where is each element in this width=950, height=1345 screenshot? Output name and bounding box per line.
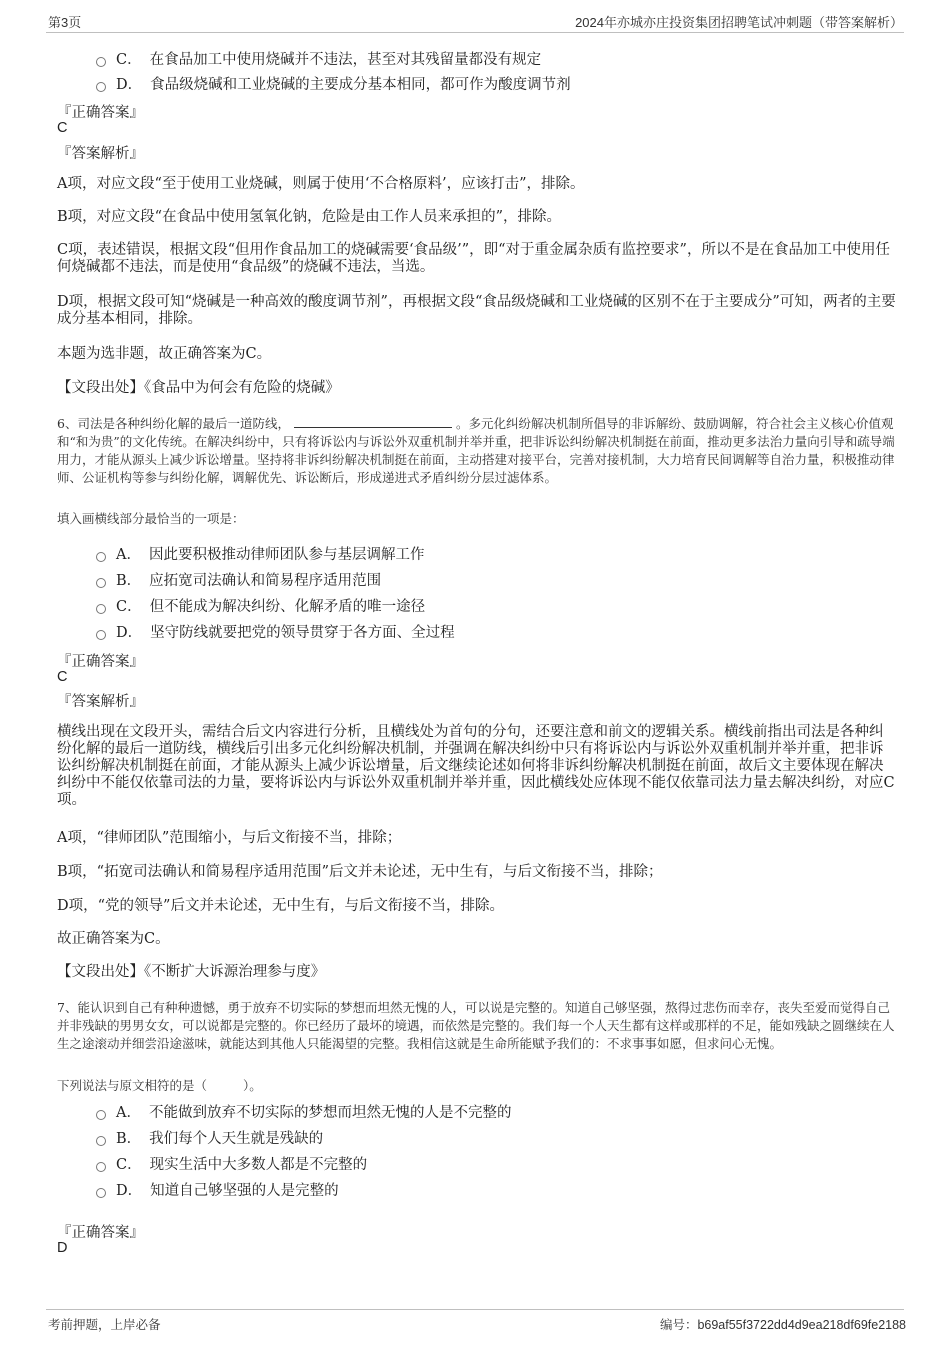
q6-analysis-d: D项，“党的领导”后文并未论述，无中生有，与后文衔接不当，排除。 (57, 898, 504, 914)
q6-analysis-main: 横线出现在文段开头，需结合后文内容进行分析，且横线处为首句的分句，还要注意和前文的逻辑关系。横线前指出司法是各种纠纷化解的最后一道防线，横线后引出多元化纠纷解决机制，并强调在解决纠纷中只有将诉讼内与诉讼外双重机制并举并重，把非诉讼纠纷解决机制挺在前面，才能从源头上减少诉讼增量，后文继续论述如何将非诉纠纷解决机制挺在前面，故后文主要体现在解决纠纷中不能仅依靠司法的力量，要将诉讼内与诉讼外双重机制并举并重，因此横线处应体现不能仅依靠司法力量去解决纠纷，对应C项。 (57, 724, 895, 808)
q6-source: 【文段出处】《不断扩大诉源治理参与度》 (57, 964, 326, 980)
radio-circle-icon[interactable] (96, 1110, 106, 1120)
q7-answer: D (57, 1240, 68, 1256)
q7-option-d[interactable]: D． 知道自己够坚强的人是完整的 (96, 1179, 339, 1200)
footer-slogan: 考前押题，上岸必备 (48, 1318, 161, 1332)
radio-circle-icon[interactable] (96, 630, 106, 640)
q7-option-c[interactable]: C． 现实生活中大多数人都是不完整的 (96, 1153, 367, 1174)
q6-prompt: 填入画横线部分最恰当的一项是： (57, 511, 245, 526)
radio-circle-icon[interactable] (96, 552, 106, 562)
footer-doc-id: 编号：b69af55f3722dd4d9ea218df69fe2188 (659, 1318, 906, 1332)
q5-option-d[interactable]: D． 食品级烧碱和工业烧碱的主要成分基本相同，都可作为酸度调节剂 (96, 73, 571, 94)
q5-answer-label: 『正确答案』 (57, 105, 144, 121)
q5-analysis-c: C项，表述错误，根据文段“但用作食品加工的烧碱需要‘食品级’”，即“对于重金属杂质有监控要求”，所以不是在食品加工中使用任何烧碱都不违法，而是使用“食品级”的烧碱不违法，当选。 (57, 242, 890, 275)
radio-circle-icon[interactable] (96, 604, 106, 614)
q7-option-b[interactable]: B． 我们每个人天生就是残缺的 (96, 1127, 323, 1148)
q7-option-a[interactable]: A． 不能做到放弃不切实际的梦想而坦然无愧的人是不完整的 (96, 1101, 511, 1122)
document-title: 2024年亦城亦庄投资集团招聘笔试冲刺题（带答案解析） (575, 15, 903, 30)
q6-question-text: 6、司法是各种纠纷化解的最后一道防线， 。多元化纠纷解决机制所倡导的非诉解纷、鼓励调解，符合社会主义核心价值观和“和为贵”的文化传统。在解决纠纷中，只有将诉讼内与诉讼外双重机制并举并重，把非诉讼纠纷解决机制挺在前面，推动更多法治力量向引导和疏导端用力，才能从源头上减少诉讼增量。坚持将非诉纠纷解决机制挺在前面，主动搭建对接平台，完善对接机制，大力培育民间调解等自治力量，积极推动律师、公证机构等参与纠纷化解，调解优先、诉讼断后，形成递进式矛盾纠纷分层过滤体系。 (57, 416, 895, 485)
q5-analysis-a: A项，对应文段“至于使用工业烧碱，则属于使用‘不合格原料’，应该打击”，排除。 (57, 176, 585, 192)
q6-option-c[interactable]: C． 但不能成为解决纠纷、化解矛盾的唯一途径 (96, 595, 425, 616)
q6-analysis-a: A项，“律师团队”范围缩小，与后文衔接不当，排除； (57, 830, 402, 846)
fill-blank (294, 415, 452, 428)
q6-analysis-label: 『答案解析』 (57, 694, 144, 710)
q6-answer-label: 『正确答案』 (57, 654, 144, 670)
radio-circle-icon[interactable] (96, 1162, 106, 1172)
q5-analysis-label: 『答案解析』 (57, 146, 144, 162)
radio-circle-icon[interactable] (96, 1188, 106, 1198)
q5-conclusion: 本题为选非题，故正确答案为C。 (57, 346, 272, 362)
radio-circle-icon[interactable] (96, 578, 106, 588)
q6-option-d[interactable]: D． 坚守防线就要把党的领导贯穿于各方面、全过程 (96, 621, 455, 642)
header-rule (46, 32, 904, 33)
q7-question-text: 7、能认识到自己有种种遗憾，勇于放弃不切实际的梦想而坦然无愧的人，可以说是完整的。知道自己够坚强，熬得过悲伤而幸存，丧失至爱而觉得自己并非残缺的男男女女，可以说都是完整的。你已经历了最坏的境遇，而依然是完整的。我们每一个人天生都有这样或那样的不足，能如残缺之圆继续在人生之途滚动并细尝沿途滋味，就能达到其他人只能渴望的完整。我相信这就是生命所能赋予我们的：不求事事如愿，但求问心无愧。 (57, 1000, 895, 1051)
q5-analysis-d: D项，根据文段可知“烧碱是一种高效的酸度调节剂”，再根据文段“食品级烧碱和工业烧碱的区别不在于主要成分”可知，两者的主要成分基本相同，排除。 (57, 294, 896, 327)
q5-answer: C (57, 120, 68, 136)
q5-analysis-b: B项，对应文段“在食品中使用氢氧化钠，危险是由工作人员来承担的”，排除。 (57, 209, 561, 225)
q7-prompt: 下列说法与原文相符的是（ ）。 (57, 1078, 262, 1093)
q6-conclusion: 故正确答案为C。 (57, 931, 170, 947)
q5-source: 【文段出处】《食品中为何会有危险的烧碱》 (57, 380, 340, 396)
page-number: 第3页 (48, 15, 82, 30)
q5-option-c[interactable]: C． 在食品加工中使用烧碱并不违法，甚至对其残留量都没有规定 (96, 48, 541, 69)
footer-rule (46, 1309, 904, 1310)
radio-circle-icon[interactable] (96, 1136, 106, 1146)
q7-answer-label: 『正确答案』 (57, 1225, 144, 1241)
q6-option-b[interactable]: B． 应拓宽司法确认和简易程序适用范围 (96, 569, 381, 590)
q6-option-a[interactable]: A． 因此要积极推动律师团队参与基层调解工作 (96, 543, 424, 564)
radio-circle-icon[interactable] (96, 57, 106, 67)
radio-circle-icon[interactable] (96, 82, 106, 92)
q6-answer: C (57, 669, 68, 685)
q6-analysis-b: B项，“拓宽司法确认和简易程序适用范围”后文并未论述，无中生有，与后文衔接不当，排除； (57, 864, 663, 880)
